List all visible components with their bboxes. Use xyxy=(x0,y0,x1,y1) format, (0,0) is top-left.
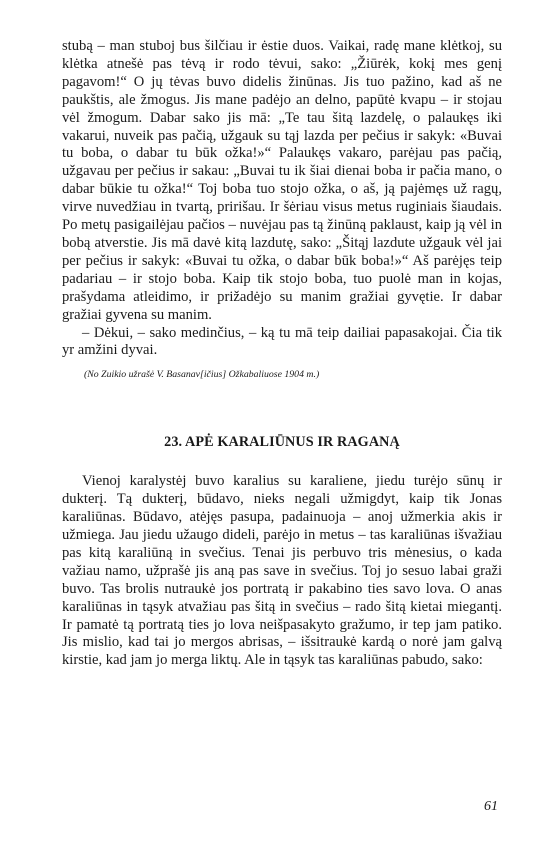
story-paragraph: – Dėkui, – sako medinčius, – ką tu mā teip dailiai papasakojai. Čia tik yr amžini dyvai. xyxy=(62,324,502,359)
chapter-title: 23. APĖ KARALIŪNUS IR RAGANĄ xyxy=(164,434,400,451)
chapter-paragraph: Vienoj karalystėj buvo karalius su karaliene, jiedu turėjo sūnų ir dukterį. Tą dukterį, būdavo, nieks negali užmigdyt, kaip tik Jonas karaliūnas. Būdavo, atėjęs pasupa, padainuoja – anoj užmerkia akis ir užmiega. Jau jiedu užaugo dideli, parėjo in metus – tas karaliūnas išvažiau pas kitą karaliūną in svečius. Tenai jis perbuvo tris mėnesius, o kada važiau namo, užprašė jis aną pas save in svečius. Toj jo sesuo labai graži buvo. Tas brolis nutraukė jos portratą ir pakabino ties savo lova. O anas karaliūnas in tąsyk atvažiau pas šitą in svečius – rado šitą kietai miegantį. Ir pamatė tą portratą ties jo lova neišpasakyto gražumo, ir tep jam patiko. Jis mislio, kad tai jo mergos abrisas, – išsitraukė kardą o norė jam galvą kirstie, kad jam jo merga liktų. Ale in tąsyk tas karaliūnas pabudo, sako: xyxy=(62,473,502,669)
source-note: (No Zuikio užrašė V. Basanav[ičius] Ožkabaliuose 1904 m.) xyxy=(84,369,320,381)
page-number: 61 xyxy=(484,799,498,814)
book-page xyxy=(62,38,502,670)
story-paragraph: stubą – man stuboj bus šilčiau ir ėstie duos. Vaikai, radę mane klėtkoj, su klėtka atnešė pas tėvą ir rodo tėvui, sako: „Žiūrėk, kokį mes genį pagavom!“ O jų tėvas buvo didelis žinūnas. Jis tuo pažino, kad aš ne paukštis, ale žmogus. Jis mane padėjo an delno, papūtė kvapu – ir stojau vėl žmogum. Dabar sako jis mā: „Te tau šitą lazdelę, o palaukęs iki vakarui, nuveik pas pačią, užgauk su tąj lazda per pečius ir sakyk: «Buvai tu boba, o dabar tu būk ožka!»“ Palaukęs vakaro, parėjau pas pačią, užgavau per pečius ir sakau: „Buvai tu ik šiai dienai boba ir pačia mano, o dabar būkie tu ožka!“ Toj boba tuo stojo ožka, o aš, ją pajėmęs už ragų, virve nuvedžiau in tvartą, pririšau. Ir šėriau visus metus ruginiais šiaudais. Po metų pasigailėjau pačios – nuvėjau pas tą žinūną paklaust, kaip ją vėl in bobą atverstie. Jis mā davė kitą lazdutę, sako: „Šitąj lazdute užgauk vėl jai per pečius ir sakyk: «Buvai tu ožka, o dabar būk boba!»“ Aš parėjęs teip padariau – ir stojo boba. Kaip tik stojo boba, tuo puolė man in kojas, prašydama atleidimo, ir prižadėjo su manim gražiai gyvętie. Ir dabar gražiai gyvena su manim. xyxy=(62,38,502,323)
